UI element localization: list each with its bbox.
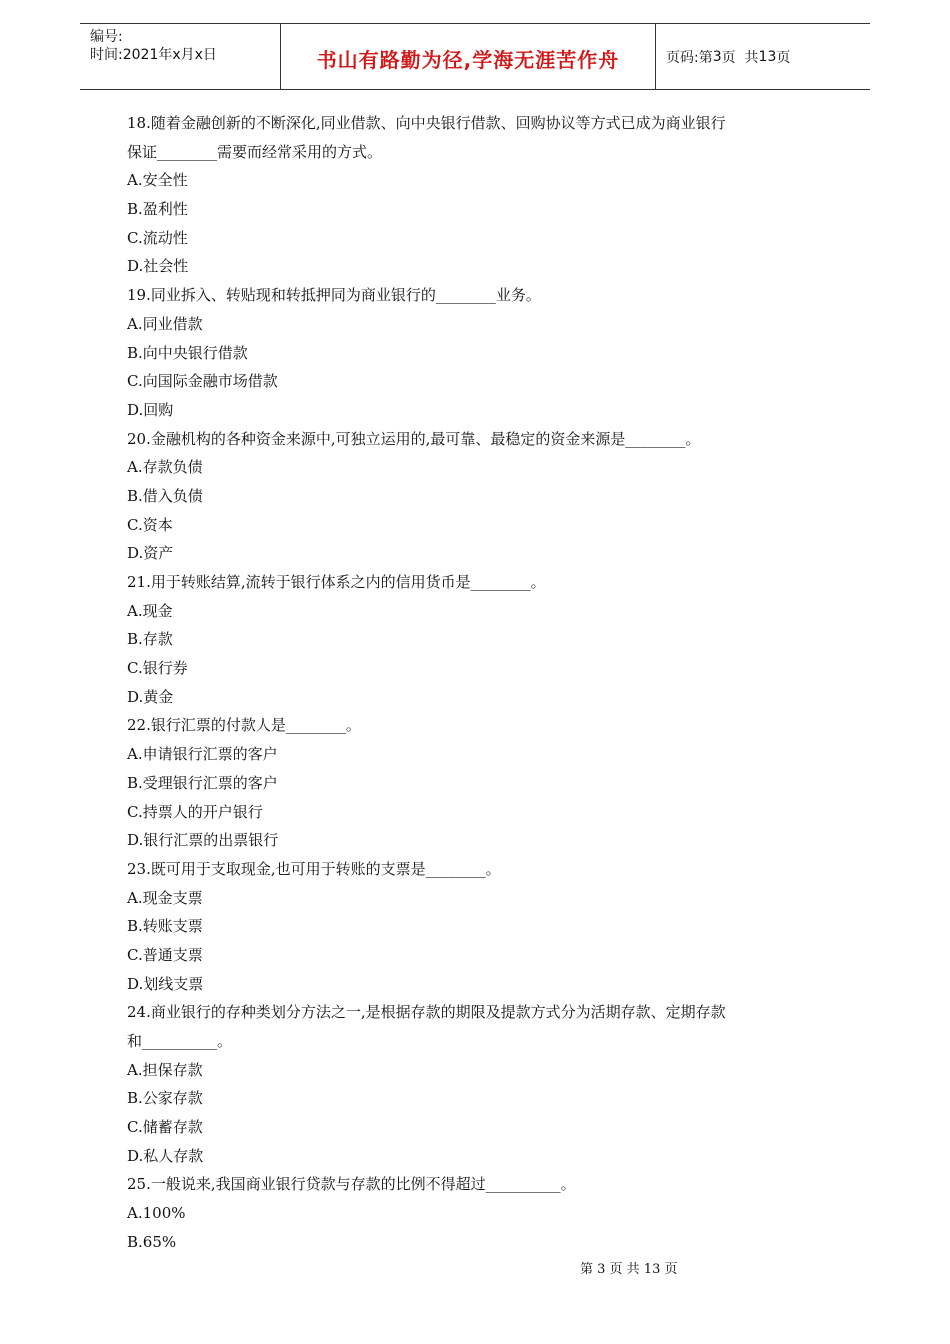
text-line: C.持票人的开户银行 [127, 802, 263, 821]
text-line: D.私人存款 [127, 1146, 204, 1165]
text-line: B.存款 [127, 630, 173, 649]
text-line: B.转账支票 [127, 917, 203, 936]
text-line: A.100% [127, 1204, 186, 1223]
text-line: B.盈利性 [127, 200, 188, 219]
time-label: 时间:2021年x月x日 [90, 47, 217, 63]
text-line: C.银行券 [127, 659, 188, 678]
text-line: B.受理银行汇票的客户 [127, 773, 278, 792]
page-mid: 页 共 [721, 49, 759, 66]
text-line: 22.银行汇票的付款人是________。 [127, 716, 361, 735]
text-line: C.普通支票 [127, 945, 203, 964]
text-line: A.申请银行汇票的客户 [127, 745, 278, 764]
text-line: C.向国际金融市场借款 [127, 372, 278, 391]
text-line: B.65% [127, 1232, 177, 1251]
page-end: 页 [776, 49, 791, 66]
text-line: 20.金融机构的各种资金来源中,可独立运用的,最可靠、最稳定的资金来源是________。 [127, 429, 701, 448]
text-line: 23.既可用于支取现金,也可用于转账的支票是________。 [127, 859, 501, 878]
page-label: 页码:第 [666, 49, 713, 66]
text-line: A.现金支票 [127, 888, 203, 907]
text-line: A.同业借款 [127, 314, 203, 333]
text-line: 保证________需要而经常采用的方式。 [127, 142, 383, 161]
text-line: 25.一般说来,我国商业银行贷款与存款的比例不得超过__________。 [127, 1175, 576, 1194]
text-line: 18.随着金融创新的不断深化,同业借款、向中央银行借款、回购协议等方式已成为商业银行 [127, 114, 726, 132]
page-total: 13 [758, 48, 777, 65]
text-line: 24.商业银行的存种类划分方法之一,是根据存款的期限及提款方式分为活期存款、定期存款 [127, 1003, 726, 1022]
text-line: A.现金 [127, 601, 173, 620]
text-line: D.回购 [127, 400, 174, 419]
text-line: D.划线支票 [127, 974, 204, 993]
text-line: A.存款负债 [127, 458, 203, 477]
page-footer: 第 3 页 共 13 页 [580, 1262, 678, 1277]
text-line: 19.同业拆入、转贴现和转抵押同为商业银行的________业务。 [127, 286, 541, 305]
text-line: C.资本 [127, 515, 173, 534]
text-line: B.公家存款 [127, 1089, 203, 1108]
question-list [127, 109, 827, 1257]
text-line: A.安全性 [127, 171, 188, 190]
header-motto: 书山有路勤为径,学海无涯苦作舟 [281, 24, 656, 89]
header-meta [80, 24, 281, 89]
page-header [80, 23, 870, 90]
text-line: C.储蓄存款 [127, 1118, 203, 1137]
text-line: 21.用于转账结算,流转于银行体系之内的信用货币是________。 [127, 573, 546, 591]
text-line: A.担保存款 [127, 1060, 203, 1079]
text-line: D.黄金 [127, 687, 174, 706]
header-page-info [656, 24, 870, 89]
text-line: B.向中央银行借款 [127, 343, 248, 362]
serial-label: 编号: [90, 29, 123, 45]
text-line: B.借入负债 [127, 486, 203, 505]
text-line: D.资产 [127, 544, 174, 563]
text-line: 和__________。 [127, 1032, 233, 1050]
text-line: D.银行汇票的出票银行 [127, 831, 279, 850]
text-line: C.流动性 [127, 228, 188, 247]
page-number: 3 [712, 48, 722, 65]
text-line: D.社会性 [127, 257, 189, 276]
